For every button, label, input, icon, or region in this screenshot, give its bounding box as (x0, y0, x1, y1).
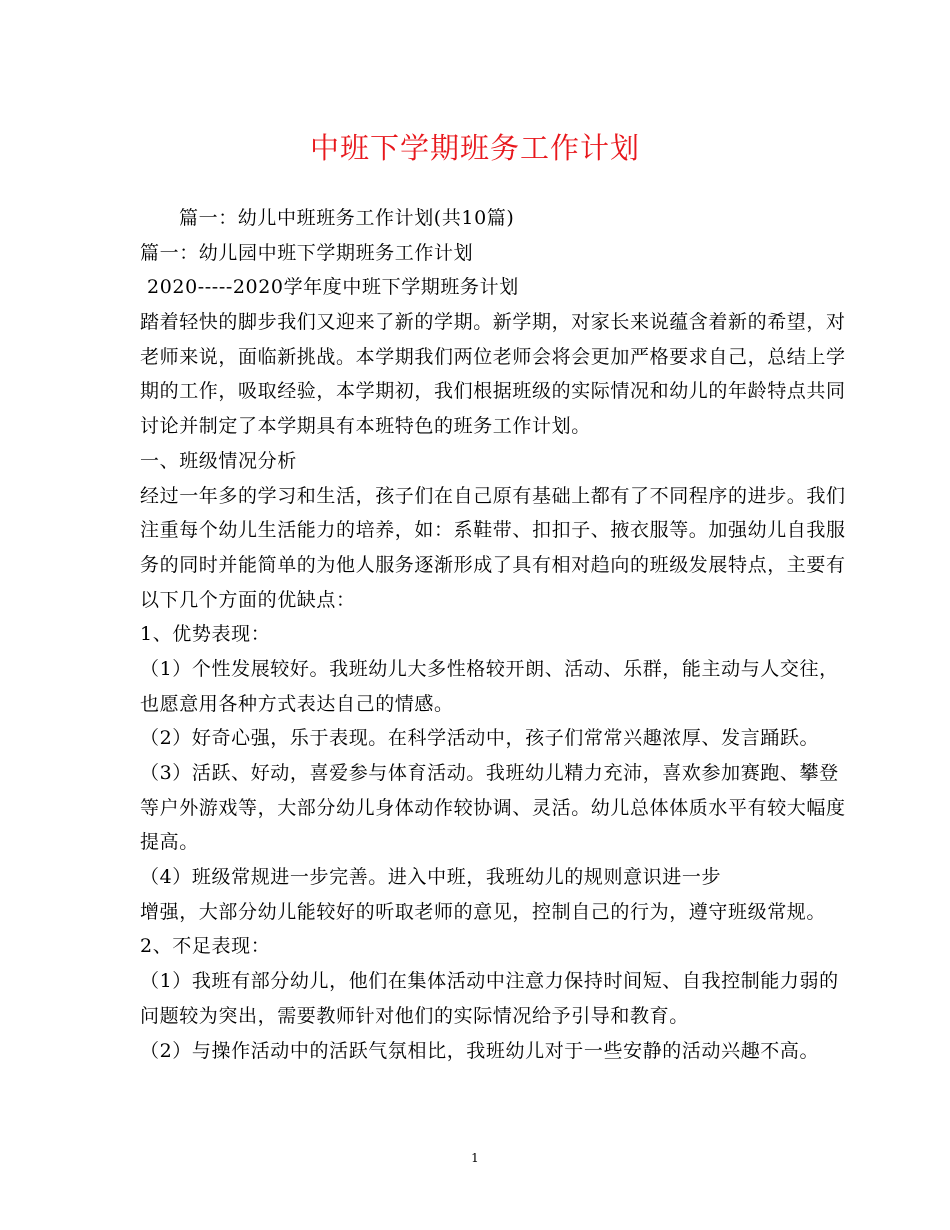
text-line: 问题较为突出，需要教师针对他们的实际情况给予引导和教育。 (140, 1004, 689, 1027)
text-line-section-heading: 篇一：幼儿园中班下学期班务工作计划 (140, 241, 474, 264)
text-line: 等户外游戏等，大部分幼儿身体动作较协调、灵活。幼儿总体体质水平有较大幅度 (140, 796, 846, 819)
section-heading-class-analysis: 一、班级情况分析 (140, 449, 297, 472)
text-line: 期的工作，吸取经验，本学期初，我们根据班级的实际情况和幼儿的年龄特点共同 (140, 380, 846, 403)
text-line: 讨论并制定了本学期具有本班特色的班务工作计划。 (140, 415, 591, 438)
list-item: （4）班级常规进一步完善。进入中班，我班幼儿的规则意识进一步 (140, 866, 722, 889)
text-line-intro-heading: 篇一：幼儿中班班务工作计划(共10篇) (179, 207, 515, 229)
list-item: （2）与操作活动中的活跃气氛相比，我班幼儿对于一些安静的活动兴趣不高。 (140, 1039, 820, 1062)
list-item: （3）活跃、好动，喜爱参与体育活动。我班幼儿精力充沛，喜欢参加赛跑、攀登 (140, 762, 839, 784)
list-item: （1）我班有部分幼儿，他们在集体活动中注意力保持时间短、自我控制能力弱的 (140, 970, 839, 993)
list-item: （2）好奇心强，乐于表现。在科学活动中，孩子们常常兴趣浓厚、发言踊跃。 (140, 727, 820, 750)
text-line: 注重每个幼儿生活能力的培养，如：系鞋带、扣扣子、掖衣服等。加强幼儿自我服 (140, 519, 846, 542)
text-line: 也愿意用各种方式表达自己的情感。 (140, 692, 454, 715)
section-heading-weaknesses: 2、不足表现： (140, 935, 271, 958)
page-number: 1 (471, 1151, 479, 1165)
list-item: （1）个性发展较好。我班幼儿大多性格较开朗、活动、乐群，能主动与人交往， (140, 657, 839, 680)
document-title: 中班下学期班务工作计划 (309, 131, 640, 165)
text-line: 老师来说，面临新挑战。本学期我们两位老师会将会更加严格要求自己，总结上学 (140, 345, 846, 368)
text-line: 提高。 (140, 831, 199, 854)
section-heading-strengths: 1、优势表现： (140, 623, 271, 646)
text-line: 踏着轻快的脚步我们又迎来了新的学期。新学期，对家长来说蕴含着新的希望，对 (140, 311, 846, 334)
document-body (140, 201, 846, 1068)
text-line: 增强，大部分幼儿能较好的听取老师的意见，控制自己的行为，遵守班级常规。 (140, 900, 827, 923)
text-line: 经过一年多的学习和生活，孩子们在自己原有基础上都有了不同程序的进步。我们 (140, 484, 846, 507)
text-line: 务的同时并能简单的为他人服务逐渐形成了具有相对趋向的班级发展特点，主要有 (140, 553, 846, 576)
text-line: 以下几个方面的优缺点： (140, 588, 356, 611)
text-line-year-heading: 2020-----2020学年度中班下学期班务计划 (147, 276, 519, 299)
